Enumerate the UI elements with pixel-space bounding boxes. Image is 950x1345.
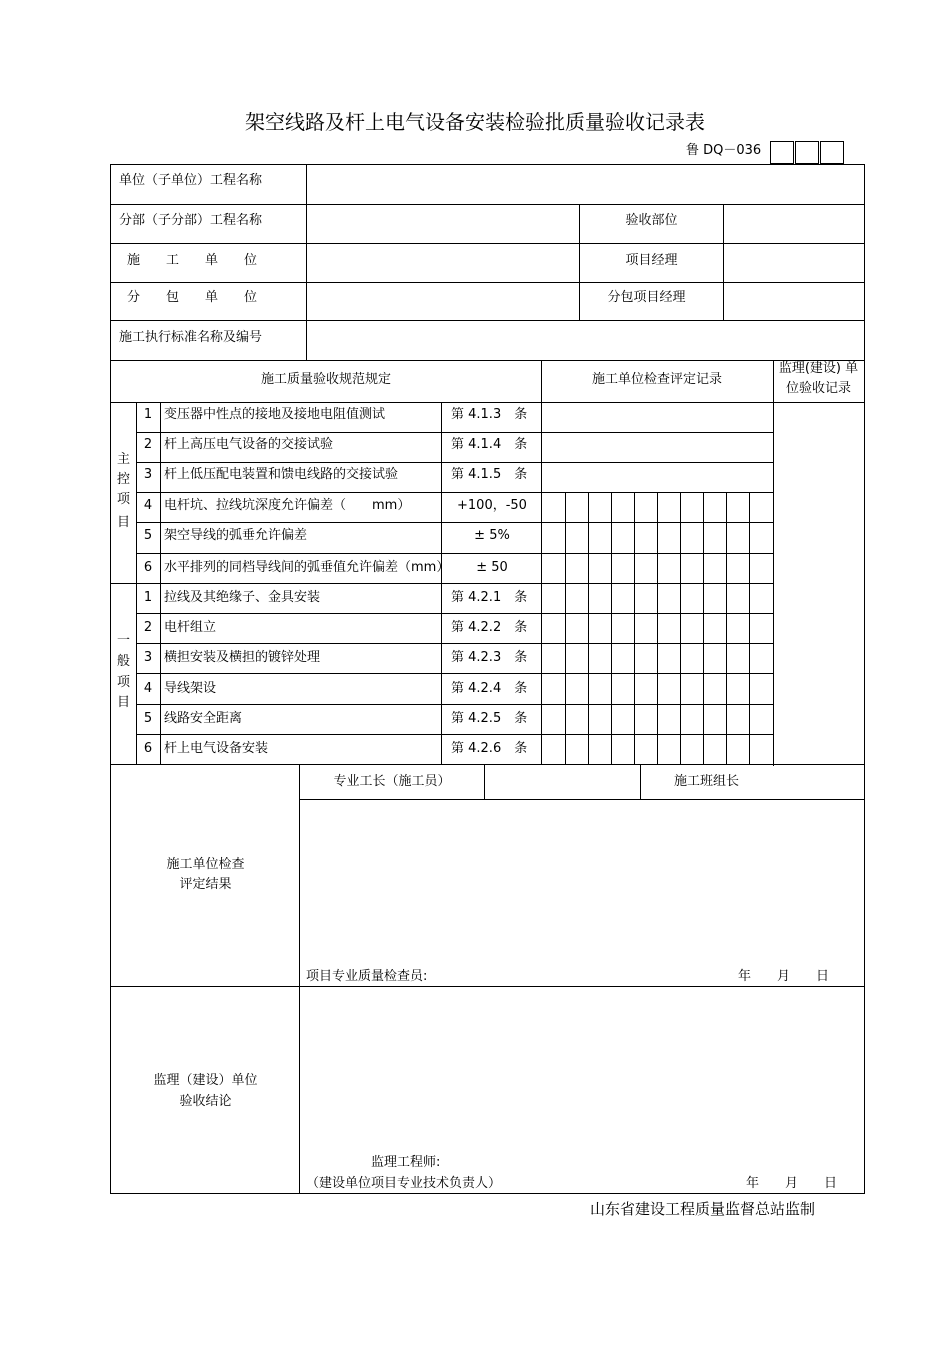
general-items-label: 般: [116, 654, 130, 669]
item-reference: 第 4.2.6 条: [451, 741, 528, 756]
item-number: 3: [143, 650, 153, 665]
foreman-label: 专业工长（施工员）: [333, 774, 451, 789]
item-reference: 第 4.2.5 条: [451, 711, 528, 726]
engineer-label: 监理工程师:: [371, 1155, 441, 1170]
item-number: 2: [143, 620, 153, 635]
supervisor-date: 年 月 日: [746, 1176, 838, 1191]
item-reference: 第 4.2.1 条: [451, 590, 528, 605]
item-description: 水平排列的同档导线间的弧垂值允许偏差（mm）: [164, 560, 450, 575]
general-items-label: 项: [116, 675, 130, 690]
item-number: 2: [143, 437, 153, 452]
item-tolerance: +100，-50: [457, 498, 527, 513]
item-reference: 第 4.1.5 条: [451, 467, 528, 482]
standard-label: 施工执行标准名称及编号: [119, 330, 263, 345]
code-box: [795, 141, 819, 164]
grid-line: [110, 764, 865, 765]
supervisor-label: 验收结论: [179, 1094, 232, 1109]
item-number: 6: [143, 741, 153, 756]
spec-header: 施工质量验收规范规定: [260, 372, 391, 387]
grid-line: [136, 522, 774, 523]
grid-line: [773, 360, 774, 766]
team-leader-label: 施工班组长: [673, 774, 739, 789]
item-reference: 第 4.1.4 条: [451, 437, 528, 452]
item-number: 5: [143, 528, 153, 543]
item-number: 6: [143, 560, 153, 575]
grid-line: [864, 164, 865, 1194]
result-label: 施工单位检查: [166, 857, 245, 872]
page-title: 架空线路及杆上电气设备安装检验批质量验收记录表: [245, 110, 705, 134]
grid-line: [723, 204, 724, 321]
item-description: 杆上高压电气设备的交接试验: [164, 437, 334, 452]
grid-line: [136, 673, 774, 674]
main-items-label: 目: [116, 515, 130, 530]
grid-line: [110, 986, 865, 987]
engineer-note: （建设单位项目专业技术负责人）: [306, 1176, 502, 1191]
grid-line: [110, 204, 865, 205]
grid-line: [657, 492, 658, 765]
supervisor-record-header: 监理(建设) 单: [778, 361, 859, 376]
grid-line: [136, 462, 774, 463]
item-description: 导线架设: [164, 681, 217, 696]
item-description: 电杆组立: [164, 620, 217, 635]
supervisor-label: 监理（建设）单位: [153, 1073, 258, 1088]
grid-line: [110, 583, 774, 584]
grid-line: [110, 360, 865, 361]
item-description: 横担安装及横担的镀锌处理: [164, 650, 321, 665]
item-number: 4: [143, 681, 153, 696]
main-items-label: 控: [116, 472, 130, 487]
item-number: 4: [143, 498, 153, 513]
grid-line: [749, 492, 750, 765]
item-description: 杆上低压配电装置和馈电线路的交接试验: [164, 467, 399, 482]
grid-line: [441, 402, 442, 765]
item-number: 3: [143, 467, 153, 482]
grid-line: [110, 320, 865, 321]
item-description: 拉线及其绝缘子、金具安装: [164, 590, 321, 605]
item-description: 电杆坑、拉线坑深度允许偏差（ mm）: [164, 498, 411, 513]
code-box: [770, 141, 794, 164]
footer-issuer: 山东省建设工程质量监督总站监制: [590, 1200, 816, 1218]
grid-line: [588, 492, 589, 765]
general-items-label: 目: [116, 695, 130, 710]
grid-line: [726, 492, 727, 765]
grid-line: [703, 492, 704, 765]
unit-project-label: 单位（子单位）工程名称: [119, 173, 263, 188]
grid-line: [299, 764, 300, 1194]
item-tolerance: ± 50: [476, 560, 508, 575]
grid-line: [110, 402, 865, 403]
form-code: 鲁 DQ－036: [686, 143, 762, 158]
subcontract-manager-label: 分包项目经理: [607, 290, 686, 305]
grid-line: [136, 643, 774, 644]
item-reference: 第 4.1.3 条: [451, 407, 528, 422]
grid-line: [136, 492, 774, 493]
item-description: 架空导线的弧垂允许偏差: [164, 528, 308, 543]
grid-line: [680, 492, 681, 765]
item-description: 变压器中性点的接地及接地电阻值测试: [164, 407, 386, 422]
general-items-label: 一: [116, 633, 130, 648]
item-description: 杆上电气设备安装: [164, 741, 269, 756]
item-number: 1: [143, 407, 153, 422]
acceptance-part-label: 验收部位: [625, 213, 678, 228]
item-reference: 第 4.2.3 条: [451, 650, 528, 665]
result-label: 评定结果: [179, 877, 232, 892]
item-reference: 第 4.2.4 条: [451, 681, 528, 696]
main-items-label: 主: [116, 452, 130, 467]
grid-line: [136, 734, 774, 735]
supervisor-record-header: 位验收记录: [785, 381, 851, 396]
item-number: 5: [143, 711, 153, 726]
grid-line: [110, 164, 865, 165]
grid-line: [110, 282, 865, 283]
construction-unit-label: 施 工 单 位: [127, 253, 258, 268]
grid-line: [136, 704, 774, 705]
grid-line: [541, 402, 542, 765]
main-items-label: 项: [116, 492, 130, 507]
grid-line: [160, 402, 161, 765]
grid-line: [306, 164, 307, 361]
grid-line: [484, 764, 485, 800]
grid-line: [611, 492, 612, 765]
grid-line: [565, 492, 566, 765]
item-description: 线路安全距离: [164, 711, 243, 726]
item-reference: 第 4.2.2 条: [451, 620, 528, 635]
sub-project-label: 分部（子分部）工程名称: [119, 213, 263, 228]
project-manager-label: 项目经理: [625, 253, 678, 268]
inspector-label: 项目专业质量检查员:: [306, 969, 428, 984]
subcontract-unit-label: 分 包 单 位: [127, 290, 258, 305]
grid-line: [634, 492, 635, 765]
item-number: 1: [143, 590, 153, 605]
grid-line: [136, 432, 774, 433]
result-date: 年 月 日: [738, 969, 830, 984]
grid-line: [110, 1193, 865, 1194]
code-box: [820, 141, 844, 164]
grid-line: [299, 799, 865, 800]
item-tolerance: ± 5%: [474, 528, 510, 543]
check-record-header: 施工单位检查评定记录: [591, 372, 722, 387]
grid-line: [136, 613, 774, 614]
grid-line: [110, 243, 865, 244]
grid-line: [136, 553, 774, 554]
